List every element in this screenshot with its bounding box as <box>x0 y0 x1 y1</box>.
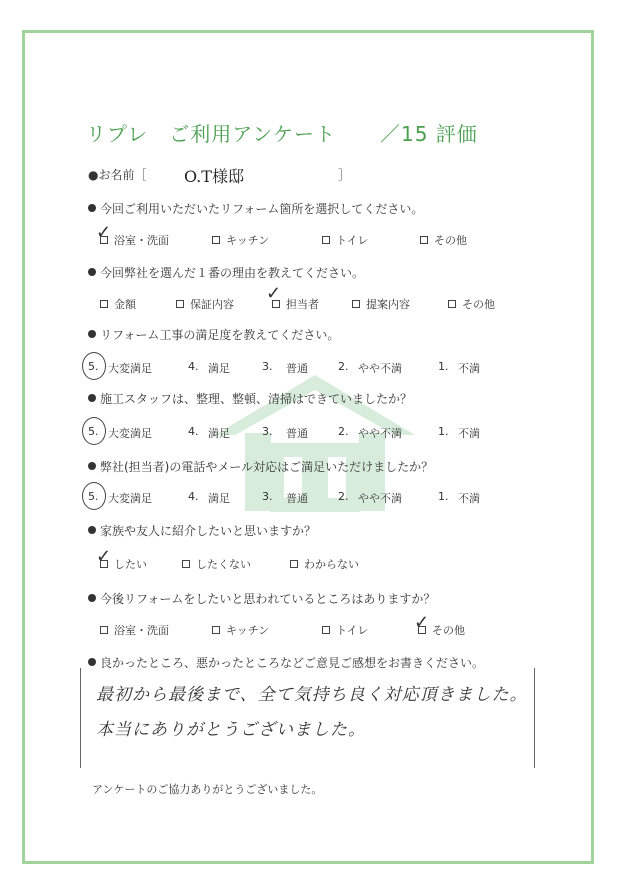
selection-circle <box>82 482 106 510</box>
checkbox[interactable] <box>176 300 184 308</box>
question-8-text: 良かったところ、悪かったところなどご意見ご感想をお書きください。 <box>100 656 485 670</box>
name-value: O.T様邸 <box>184 167 244 186</box>
question-2-text: 今回弊社を選んだ１番の理由を教えてください。 <box>100 266 365 280</box>
option-label: 提案内容 <box>366 298 410 311</box>
scale-5-label: 大変満足 <box>108 492 152 505</box>
name-label: ●お名前［ <box>88 168 147 182</box>
check-mark-icon: ✓ <box>96 546 112 567</box>
checkbox[interactable] <box>212 236 220 244</box>
footer-thanks: アンケートのご協力ありがとうございました。 <box>92 783 323 796</box>
scale-2-label: やや不満 <box>358 427 402 440</box>
name-close: ］ <box>338 168 351 182</box>
scale-4-label: 満足 <box>208 362 230 375</box>
checkbox[interactable] <box>352 300 360 308</box>
scale-2-label: やや不満 <box>358 492 402 505</box>
question-3-text: リフォーム工事の満足度を教えてください。 <box>100 328 340 342</box>
option-toilet[interactable] <box>322 232 368 248</box>
scale-1-number[interactable]: 1. <box>438 360 449 373</box>
option-toilet[interactable] <box>322 622 368 638</box>
checkbox[interactable] <box>322 626 330 634</box>
option-kitchen[interactable] <box>212 232 269 248</box>
option-warranty[interactable] <box>176 296 234 312</box>
scale-1-label: 不満 <box>458 362 480 375</box>
bullet-icon <box>88 394 96 402</box>
checkbox[interactable] <box>322 236 330 244</box>
scale-2-label: やや不満 <box>358 362 402 375</box>
option-label: トイレ <box>336 624 369 637</box>
scale-5-number[interactable]: 5. <box>88 360 99 373</box>
checkbox[interactable] <box>100 300 108 308</box>
question-4 <box>88 390 412 407</box>
check-mark-icon: ✓ <box>96 222 112 243</box>
comment-line-2: 本当にありがとうございました。 <box>96 720 366 740</box>
question-3 <box>88 326 339 343</box>
scale-1-label: 不満 <box>458 492 480 505</box>
option-label: キッチン <box>226 234 270 247</box>
option-yes[interactable] <box>96 546 147 572</box>
scale-3-label: 普通 <box>286 362 308 375</box>
bullet-icon <box>88 594 96 602</box>
scale-5-number[interactable]: 5. <box>88 490 99 503</box>
option-label: キッチン <box>226 624 270 637</box>
option-label: したくない <box>196 558 251 571</box>
bullet-icon <box>88 462 96 470</box>
check-mark-icon: ✓ <box>414 612 430 633</box>
survey-title <box>86 118 478 147</box>
option-label: 保証内容 <box>190 298 234 311</box>
option-price[interactable] <box>100 296 136 312</box>
scale-5-label: 大変満足 <box>108 362 152 375</box>
scale-3-label: 普通 <box>286 492 308 505</box>
question-4-text: 施工スタッフは、整理、整頓、清掃はできていましたか？ <box>100 392 413 406</box>
question-5 <box>88 458 433 475</box>
bullet-icon <box>88 330 96 338</box>
bullet-icon <box>88 658 96 666</box>
option-label: わからない <box>304 558 359 571</box>
question-7-text: 今後リフォームをしたいと思われているところはありますか？ <box>100 592 436 606</box>
option-other[interactable] <box>420 232 467 248</box>
selection-circle <box>82 417 106 445</box>
scale-1-number[interactable]: 1. <box>438 490 449 503</box>
selection-circle <box>82 352 106 380</box>
option-label: その他 <box>432 624 465 637</box>
scale-2-number[interactable]: 2. <box>338 425 349 438</box>
option-kitchen[interactable] <box>212 622 269 638</box>
scale-3-number[interactable]: 3. <box>262 360 273 373</box>
scale-2-number[interactable]: 2. <box>338 490 349 503</box>
scale-5-label: 大変満足 <box>108 427 152 440</box>
bullet-icon <box>88 268 96 276</box>
scale-4-number[interactable]: 4. <box>188 425 199 438</box>
scale-1-label: 不満 <box>458 427 480 440</box>
scale-4-number[interactable]: 4. <box>188 360 199 373</box>
checkbox[interactable] <box>100 626 108 634</box>
scale-3-number[interactable]: 3. <box>262 490 273 503</box>
checkbox[interactable] <box>290 560 298 568</box>
comment-line-1: 最初から最後まで、全て気持ち良く対応頂きました。 <box>96 685 528 705</box>
option-other[interactable] <box>448 296 495 312</box>
option-label: 浴室・洗面 <box>114 234 169 247</box>
option-bath[interactable] <box>96 222 169 248</box>
scale-4-label: 満足 <box>208 492 230 505</box>
option-proposal[interactable] <box>352 296 410 312</box>
checkbox[interactable] <box>212 626 220 634</box>
check-mark-icon: ✓ <box>266 283 282 304</box>
checkbox[interactable] <box>420 236 428 244</box>
bullet-icon <box>88 204 96 212</box>
scale-2-number[interactable]: 2. <box>338 360 349 373</box>
scale-4-label: 満足 <box>208 427 230 440</box>
option-label: 浴室・洗面 <box>114 624 169 637</box>
name-row <box>88 166 146 183</box>
option-label: 金額 <box>114 298 136 311</box>
checkbox[interactable] <box>182 560 190 568</box>
question-7 <box>88 590 435 607</box>
option-label: その他 <box>462 298 495 311</box>
option-unsure[interactable] <box>290 556 359 572</box>
question-1 <box>88 200 423 217</box>
question-6 <box>88 522 316 539</box>
score-label: ／15 評価 <box>380 122 478 146</box>
scale-3-number[interactable]: 3. <box>262 425 273 438</box>
question-5-text: 弊社(担当者)の電話やメール対応はご満足いただけましたか？ <box>100 460 434 474</box>
option-label: トイレ <box>336 234 369 247</box>
option-label: その他 <box>434 234 467 247</box>
option-label: 担当者 <box>286 298 319 311</box>
scale-4-number[interactable]: 4. <box>188 490 199 503</box>
option-bath[interactable] <box>100 622 169 638</box>
title-text: リプレ ご利用アンケート <box>86 122 336 146</box>
bullet-icon <box>88 526 96 534</box>
scale-3-label: 普通 <box>286 427 308 440</box>
scale-1-number[interactable]: 1. <box>438 425 449 438</box>
option-no[interactable] <box>182 556 251 572</box>
question-2 <box>88 264 364 281</box>
option-label: したい <box>114 558 147 571</box>
question-6-text: 家族や友人に紹介したいと思いますか？ <box>100 524 317 538</box>
scale-5-number[interactable]: 5. <box>88 425 99 438</box>
checkbox[interactable] <box>448 300 456 308</box>
question-1-text: 今回ご利用いただいたリフォーム箇所を選択してください。 <box>100 202 424 216</box>
option-other[interactable] <box>414 612 465 638</box>
